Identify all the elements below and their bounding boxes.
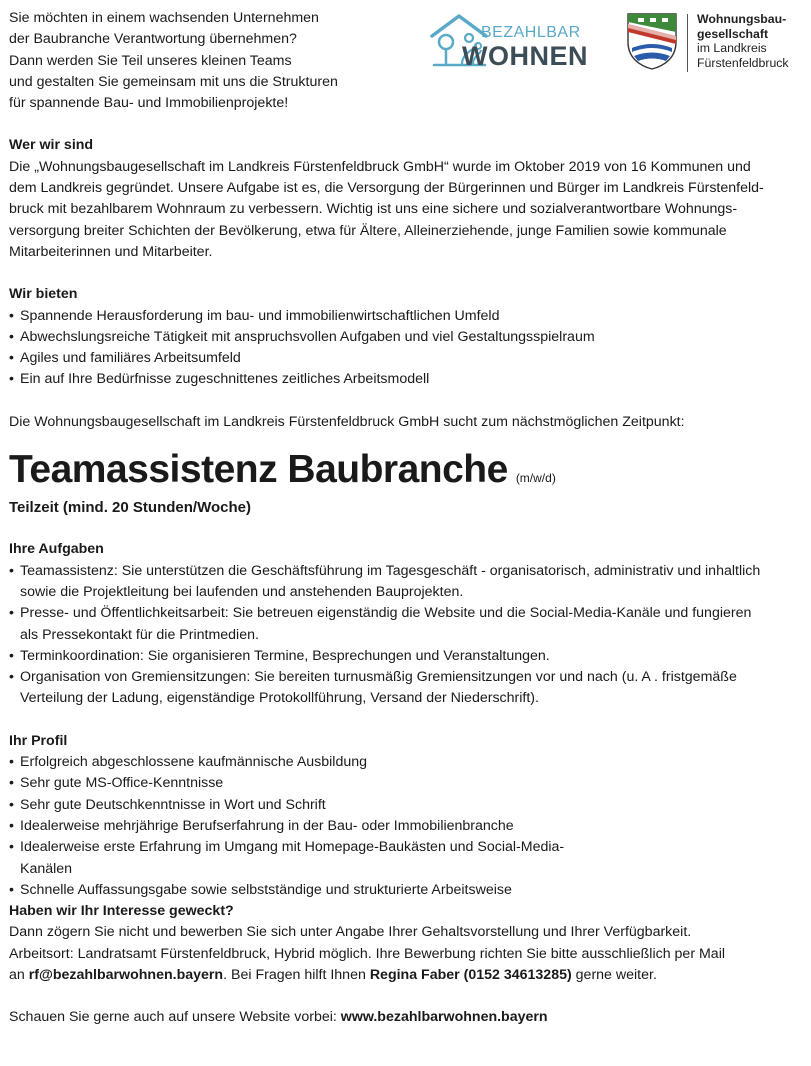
- profile-heading: Ihr Profil: [9, 732, 68, 749]
- list-item: [9, 773, 805, 794]
- list-item: • Agiles und familiäres Arbeitsumfeld: [9, 348, 805, 369]
- logo-text-bezahlbar: BEZAHLBAR: [481, 24, 581, 41]
- list-item: [9, 816, 805, 837]
- list-item-line: • Idealerweise mehrjährige Berufserfahrung in der Bau- oder Immobilienbranche: [20, 817, 514, 834]
- list-item: [9, 752, 805, 773]
- logo-text-wohnen: WOHNEN: [462, 41, 588, 71]
- list-item-line: • Sehr gute Deutschkenntnisse in Wort und Schrift: [20, 796, 326, 813]
- list-item-line: • Erfolgreich abgeschlossene kaufmännische Ausbildung: [20, 754, 368, 771]
- interest-text: an: [9, 966, 29, 983]
- job-title: Teamassistenz Baubranche: [9, 448, 508, 492]
- intro-line: Sie möchten in einem wachsenden Unternehmen: [9, 10, 319, 26]
- seek-statement: Die Wohnungsbaugesellschaft im Landkreis Fürstenfeldbruck GmbH sucht zum nächstmöglichen Zeitpunkt:: [9, 413, 685, 430]
- who-line: Die „Wohnungsbaugesellschaft im Landkreis Fürstenfeldbruck GmbH“ wurde im Oktober 2019 von 16 Kommunen und: [9, 158, 751, 175]
- offer-heading: Wir bieten: [9, 286, 78, 303]
- list-item-line: • Sehr gute MS-Office-Kenntnisse: [20, 775, 224, 792]
- interest-line: Dann zögern Sie nicht und bewerben Sie sich unter Angabe Ihrer Gehaltsvorstellung und Ihrer Verfügbarkeit.: [9, 924, 692, 941]
- who-line: bruck mit bezahlbarem Wohnraum zu verbessern. Wichtig ist uns eine sichere und sozialverantwortbare Wohnungs-: [9, 201, 738, 218]
- job-subtitle: Teilzeit (mind. 20 Stunden/Woche): [9, 499, 251, 517]
- list-item-line: Verteilung der Ladung, eigenständige Protokollführung, Versand der Niederschrift).: [20, 690, 539, 707]
- list-item-line: • Organisation von Gremiensitzungen: Sie bereiten turnusmäßig Gremiensitzungen vor und nach (u. A . fristgemäße: [20, 669, 737, 686]
- intro-line: und gestalten Sie gemeinsam mit uns die Strukturen: [9, 73, 338, 90]
- org-line-3: im Landkreis: [697, 41, 767, 55]
- job-gender-suffix: (m/w/d): [515, 471, 556, 486]
- list-item-line: • Teamassistenz: Sie unterstützen die Geschäftsführung im Tagesgeschäft - organisatorisch, administrativ und inhaltlich: [20, 562, 761, 579]
- intro-line: Dann werden Sie Teil unseres kleinen Teams: [9, 52, 292, 69]
- offer-list: [9, 306, 805, 391]
- tasks-list: [9, 561, 805, 710]
- list-item-line: als Pressekontakt für die Printmedien.: [20, 626, 259, 643]
- tasks-heading: Ihre Aufgaben: [9, 541, 104, 558]
- interest-heading: Haben wir Ihr Interesse geweckt?: [9, 903, 234, 920]
- profile-list: [9, 752, 805, 901]
- who-heading: Wer wir sind: [9, 137, 94, 154]
- list-item: • Abwechslungsreiche Tätigkeit mit anspruchsvollen Aufgaben und viel Gestaltungsspielraum: [9, 327, 805, 348]
- list-item-line: • Schnelle Auffassungsgabe sowie selbstständige und strukturierte Arbeitsweise: [20, 881, 512, 898]
- who-line: dem Landkreis gegründet. Unsere Aufgabe ist es, die Versorgung der Bürgerinnen und Bürger im Landkreis Fürstenfeld-: [9, 180, 764, 197]
- list-item-line: • Terminkoordination: Sie organisieren Termine, Besprechungen und Veranstaltungen.: [20, 647, 550, 664]
- list-item-line: • Idealerweise erste Erfahrung im Umgang mit Homepage-Baukästen und Social-Media-: [20, 839, 565, 856]
- intro-line: der Baubranche Verantwortung übernehmen?: [9, 31, 297, 48]
- interest-line: Arbeitsort: Landratsamt Fürstenfeldbruck, Hybrid möglich. Ihre Bewerbung richten Sie bitte ausschließlich per Mail: [9, 945, 725, 962]
- list-item: [9, 795, 805, 816]
- interest-text: gerne weiter.: [571, 966, 657, 983]
- list-item: • Spannende Herausforderung im bau- und immobilienwirtschaftlichen Umfeld: [9, 306, 805, 327]
- intro-text: [9, 8, 429, 114]
- website-link[interactable]: www.bezahlbarwohnen.bayern: [340, 1009, 548, 1026]
- who-line: versorgung breiter Schichten der Bevölkerung, etwa für Ältere, Alleinerziehende, junge Familien sowie kommunale: [9, 222, 727, 239]
- list-item-line: • Presse- und Öffentlichkeitsarbeit: Sie betreuen eigenständig die Website und die Social-Media-Kanäle und fungieren: [20, 605, 752, 622]
- list-item: [9, 880, 805, 901]
- job-posting: [9, 8, 805, 1029]
- list-item: [9, 646, 805, 667]
- list-item: • Ein auf Ihre Bedürfnisse zugeschnittenes zeitliches Arbeitsmodell: [9, 369, 805, 390]
- who-line: Mitarbeiterinnen und Mitarbeiter.: [9, 243, 213, 260]
- list-item: [9, 667, 805, 710]
- job-title-block: [9, 445, 805, 495]
- org-line-2: gesellschaft: [697, 26, 769, 41]
- interest-line: [9, 965, 805, 986]
- org-line-1: Wohnungsbau-: [697, 12, 787, 26]
- list-item: [9, 561, 805, 604]
- list-item-line: Kanälen: [20, 860, 73, 877]
- list-item: [9, 603, 805, 646]
- email-link[interactable]: rf@bezahlbarwohnen.bayern: [28, 966, 224, 983]
- intro-line: für spannende Bau- und Immobilienprojekte!: [9, 95, 289, 112]
- website-line: [9, 1007, 805, 1028]
- org-line-4: Fürstenfeldbruck: [697, 55, 789, 70]
- interest-text: . Bei Fragen hilft Ihnen: [223, 966, 370, 983]
- list-item-line: sowie die Projektleitung bei laufenden und anstehenden Bauprojekten.: [20, 583, 464, 600]
- website-text: Schauen Sie gerne auch auf unsere Website vorbei:: [9, 1009, 341, 1026]
- who-paragraph: [9, 157, 805, 263]
- list-item: [9, 837, 805, 880]
- contact-person: Regina Faber (0152 34613285): [369, 966, 572, 983]
